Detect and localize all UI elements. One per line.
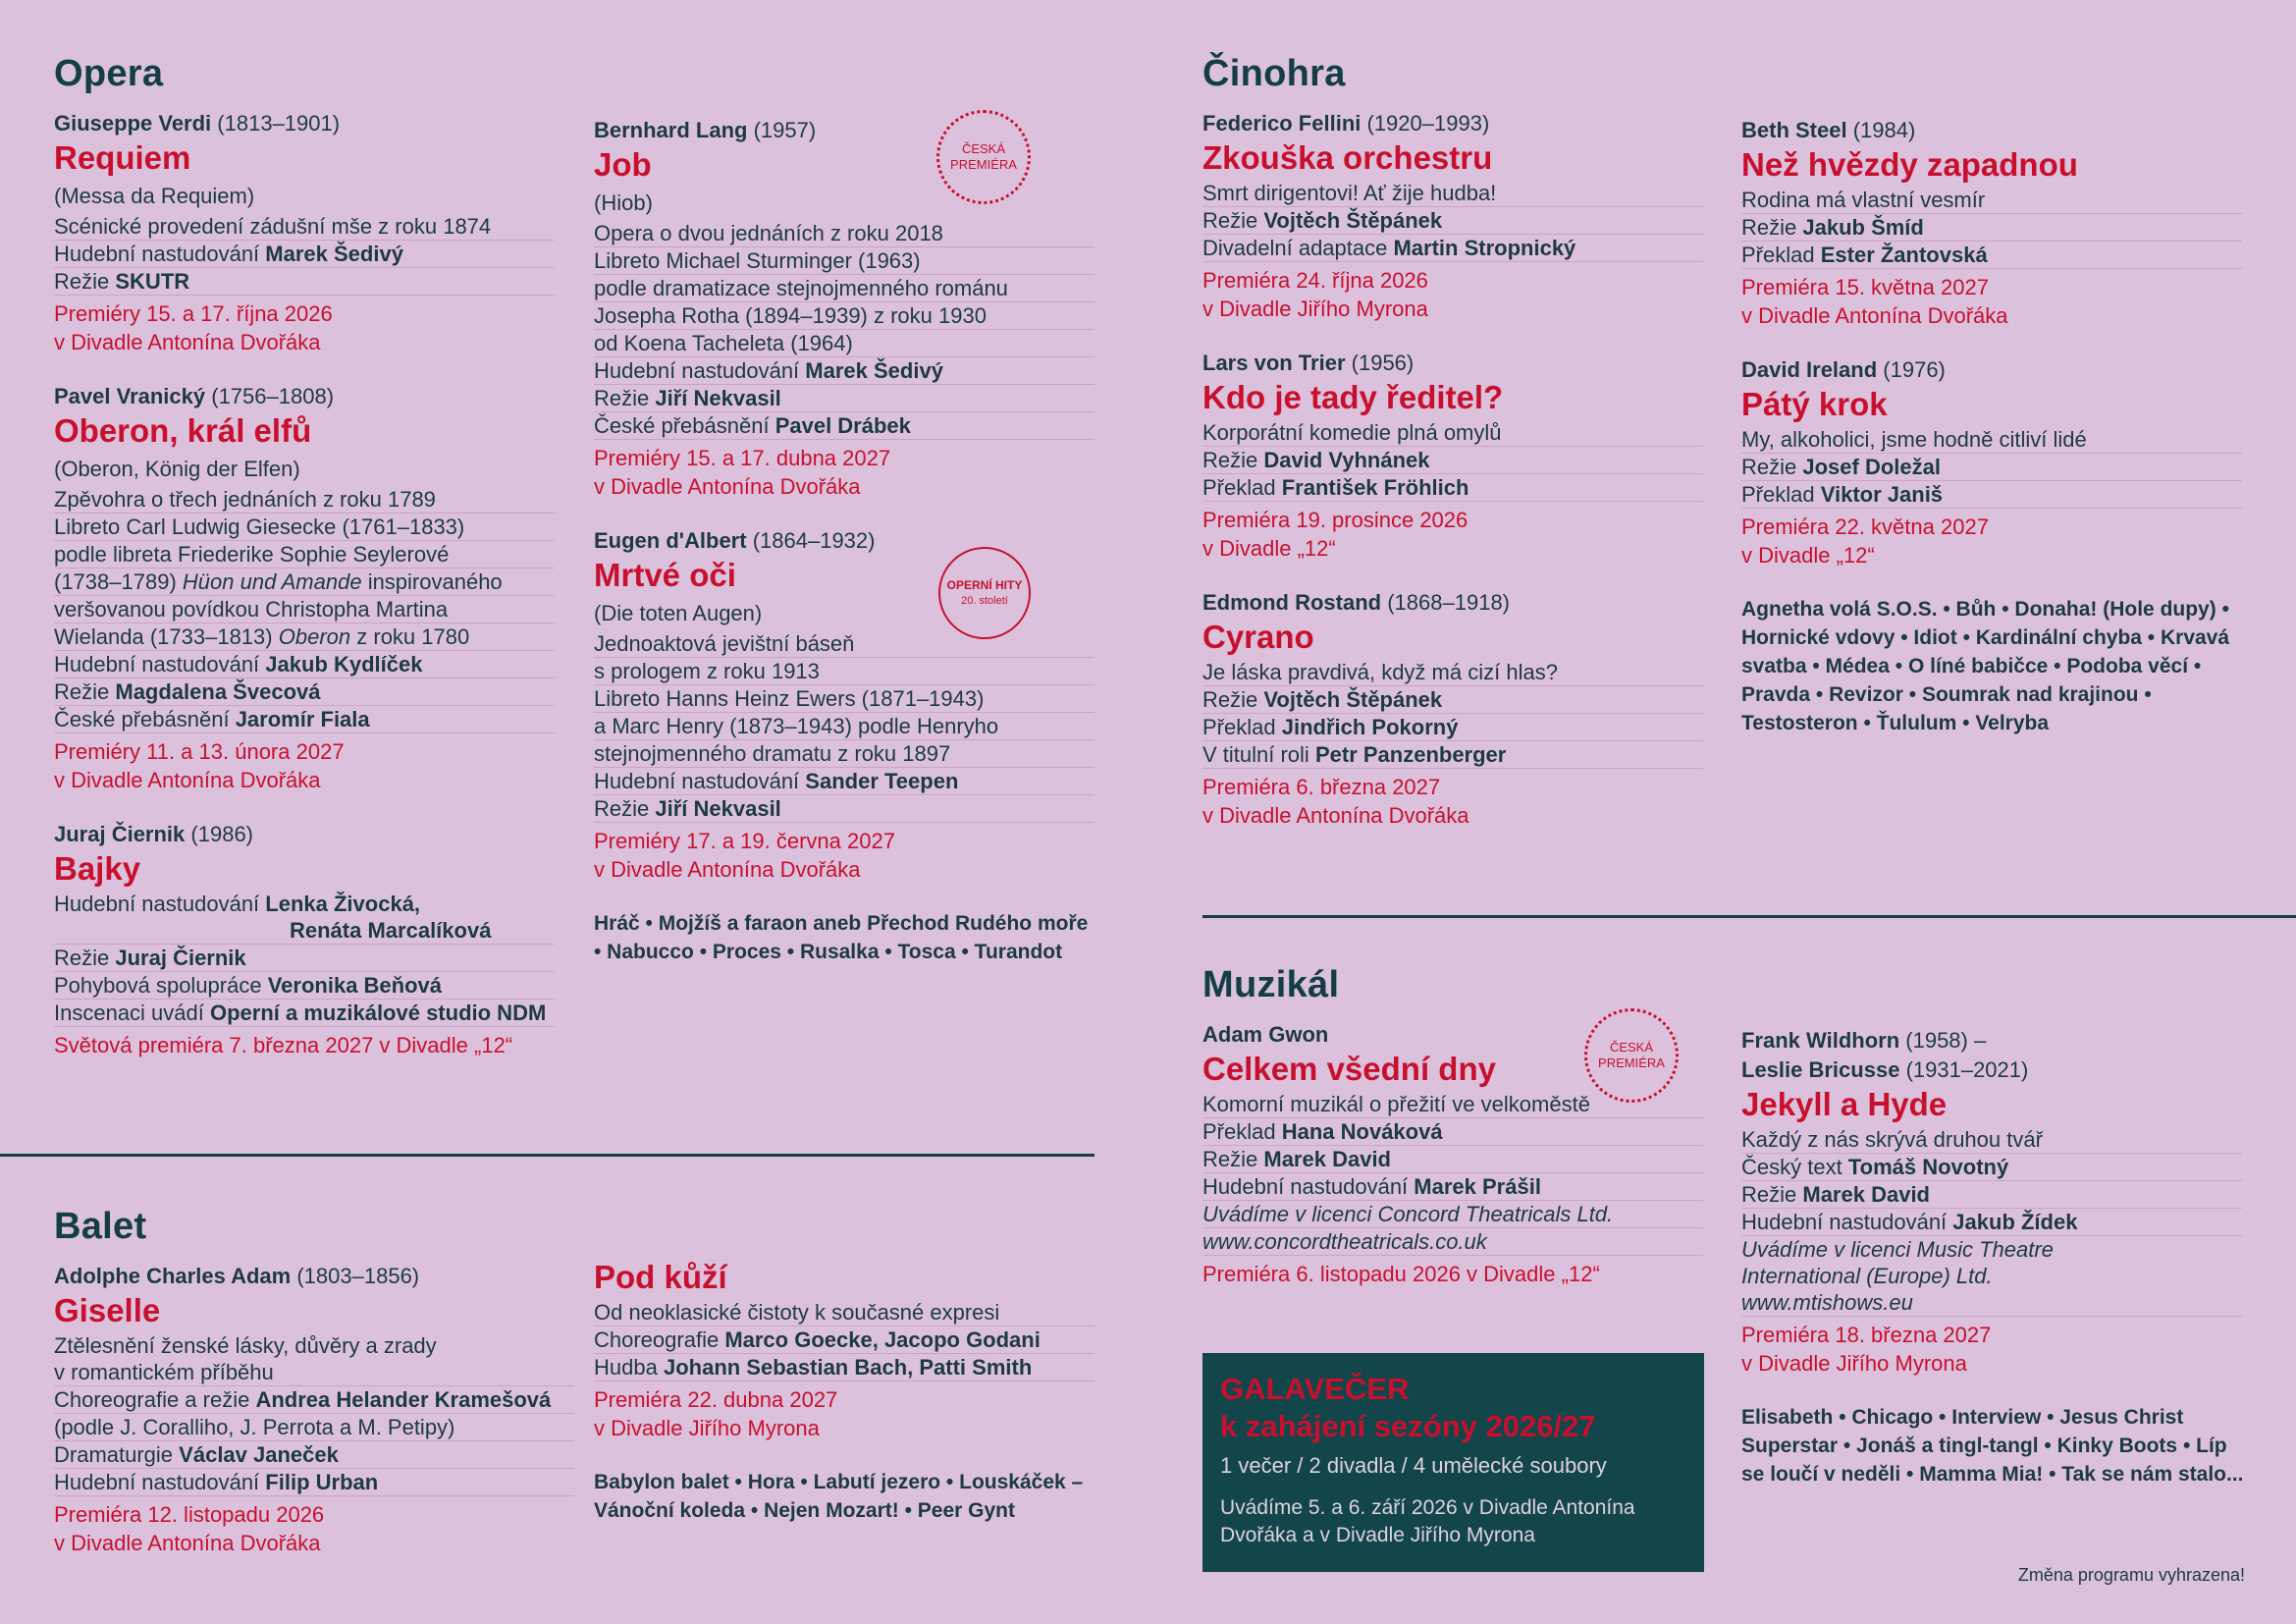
work-title: Než hvězdy zapadnou	[1741, 146, 2078, 183]
premiere-date: Premiéra 6. března 2027	[1202, 775, 1441, 799]
work-jekyll-a-hyde: Frank Wildhorn (1958) – Leslie Bricusse (1931–2021) Jekyll a Hyde Každý z nás skrývá druhou tvář Český text Tomáš Novotný Režie Marek David Hudební nastudování Jakub Žídek Uvádíme v licenci Music Theatre International (Europe) Ltd. www.mtishows.eu Premiéra 18. března 2027 v Divadle Jiřího Myrona	[1741, 1026, 2242, 1378]
premiere-date: Premiéra 12. listopadu 2026	[54, 1502, 325, 1527]
work-giselle: Adolphe Charles Adam (1803–1856) Giselle Ztělesnění ženské lásky, důvěry a zrady v romantickém příběhu Choreografie a režie Andrea Helander Kramešová (podle J. Coralliho, J. Perrota a M. Petipy) Dramaturgie Václav Janeček Hudební nastudování Filip Urban Premiéra 12. listopadu 2026 v Divadle Antonína Dvořáka	[54, 1262, 574, 1557]
premiere-date: Premiéra 6. listopadu 2026 v Divadle „12“	[1202, 1262, 1600, 1286]
work-title: Pod kůží	[594, 1259, 727, 1295]
work-kdo-je-tady-reditel: Lars von Trier (1956) Kdo je tady ředitel? Korporátní komedie plná omylů Režie David Vyhnánek Překlad František Fröhlich Premiéra 19. prosince 2026 v Divadle „12“	[1202, 349, 1703, 563]
work-bajky: Juraj Čiernik (1986) Bajky Hudební nastudování Lenka Živocká, Renáta Marcalíková Režie Juraj Čiernik Pohybová spolupráce Veronika Beňová Inscenaci uvádí Operní a muzikálové studio NDM Světová premiéra 7. března 2027 v Divadle „12“	[54, 820, 555, 1059]
author-name: Leslie Bricusse	[1741, 1057, 1900, 1082]
work-requiem: Giuseppe Verdi (1813–1901) Requiem (Messa da Requiem) Scénické provedení zádušní mše z roku 1874 Hudební nastudování Marek Šedivý Režie SKUTR Premiéry 15. a 17. října 2026 v Divadle Antonína Dvořáka	[54, 109, 555, 356]
author-name: Federico Fellini	[1202, 111, 1362, 135]
work-title: Kdo je tady ředitel?	[1202, 379, 1504, 415]
work-title: Jekyll a Hyde	[1741, 1086, 1948, 1122]
czech-premiere-stamp-icon: ČESKÁ PREMIÉRA	[1584, 1008, 1679, 1103]
premiere-date: Světová premiéra 7. března 2027 v Divadle „12“	[54, 1033, 513, 1057]
work-nez-hvezdy-zapadnou: Beth Steel (1984) Než hvězdy zapadnou Rodina má vlastní vesmír Režie Jakub Šmíd Překlad Ester Žantovská Premiéra 15. května 2027 v Divadle Antonína Dvořáka	[1741, 116, 2242, 330]
premiere-date: Premiéry 15. a 17. října 2026	[54, 301, 333, 326]
premiere-date: Premiéry 15. a 17. dubna 2027	[594, 446, 891, 470]
gala-title: GALAVEČER	[1220, 1372, 1410, 1406]
work-title: Requiem	[54, 139, 191, 176]
muzikal-repertoire-list: Elisabeth • Chicago • Interview • Jesus Christ Superstar • Jonáš a tingl-tangl • Kinky Boots • Líp se loučí v neděli • Mamma Mia! • Tak se nám stalo...	[1741, 1406, 2244, 1486]
work-title: Celkem všední dny	[1202, 1051, 1496, 1087]
cinohra-repertoire-list: Agnetha volá S.O.S. • Bůh • Donaha! (Hole dupy) • Hornické vdovy • Idiot • Kardinální chyba • Krvavá svatba • Médea • O líné babičce • Podoba věcí • Pravda • Revizor • Soumrak nad krajinou • Testosteron • Ťululum • Velryba	[1741, 598, 2230, 734]
author-name: Beth Steel	[1741, 118, 1847, 142]
balet-repertoire-list: Babylon balet • Hora • Labutí jezero • Louskáček – Vánoční koleda • Nejen Mozart! • Peer Gynt	[594, 1471, 1084, 1522]
author-name: Frank Wildhorn	[1741, 1028, 1900, 1053]
author-name: Adolphe Charles Adam	[54, 1264, 292, 1288]
gala-dates: Uvádíme 5. a 6. září 2026 v Divadle Antonína Dvořáka a v Divadle Jiřího Myrona	[1220, 1496, 1635, 1546]
author-name: Lars von Trier	[1202, 351, 1346, 375]
cinohra-left-column	[1202, 53, 1703, 855]
work-title: Cyrano	[1202, 619, 1314, 655]
gala-subtitle: k zahájení sezóny 2026/27	[1220, 1409, 1596, 1443]
section-title-cinohra: Činohra	[1202, 53, 1346, 94]
section-title-muzikal: Muzikál	[1202, 964, 1340, 1005]
author-name: Edmond Rostand	[1202, 590, 1382, 615]
work-oberon: Pavel Vranický (1756–1808) Oberon, král elfů (Oberon, König der Elfen) Zpěvohra o třech jednáních z roku 1789 Libreto Carl Ludwig Giesecke (1761–1833) podle libreta Friederike Sophie Seylerové (1738–1789) Hüon und Amande inspirovaného veršovanou povídkou Christopha Martina Wielanda (1733–1813) Oberon z roku 1780 Hudební nastudování Jakub Kydlíček Režie Magdalena Švecová České přebásnění Jaromír Fiala Premiéry 11. a 13. února 2027 v Divadle Antonína Dvořáka	[54, 382, 555, 794]
work-mrtve-oci: Eugen d'Albert (1864–1932) Mrtvé oči (Die toten Augen) Jednoaktová jevištní báseň s prologem z roku 1913 Libreto Hanns Heinz Ewers (1871–1943) a Marc Henry (1873–1943) podle Henryho stejnojmenného dramatu z roku 1897 Hudební nastudování Sander Teepen Režie Jiří Nekvasil Premiéry 17. a 19. června 2027 v Divadle Antonína Dvořáka	[594, 526, 1095, 884]
premiere-date: Premiéra 22. května 2027	[1741, 514, 1989, 539]
author-name: Giuseppe Verdi	[54, 111, 212, 135]
work-title: Oberon, král elfů	[54, 412, 312, 449]
work-title: Pátý krok	[1741, 386, 1888, 422]
premiere-date: Premiéra 24. října 2026	[1202, 268, 1428, 293]
opera-left-column	[54, 53, 555, 1085]
work-pod-kuzi: Pod kůží Od neoklasické čistoty k současné expresi Choreografie Marco Goecke, Jacopo Godani Hudba Johann Sebastian Bach, Patti Smith Premiéra 22. dubna 2027 v Divadle Jiřího Myrona	[594, 1258, 1095, 1442]
premiere-date: Premiéra 19. prosince 2026	[1202, 508, 1468, 532]
work-paty-krok: David Ireland (1976) Pátý krok My, alkoholici, jsme hodně citliví lidé Režie Josef Doležal Překlad Viktor Janiš Premiéra 22. května 2027 v Divadle „12“	[1741, 355, 2242, 569]
author-name: Adam Gwon	[1202, 1022, 1329, 1047]
author-name: Bernhard Lang	[594, 118, 748, 142]
work-zkouska-orchestru: Federico Fellini (1920–1993) Zkouška orchestru Smrt dirigentovi! Ať žije hudba! Režie Vojtěch Štěpánek Divadelní adaptace Martin Stropnický Premiéra 24. října 2026 v Divadle Jiřího Myrona	[1202, 109, 1703, 323]
work-title: Bajky	[54, 850, 141, 887]
author-name: Eugen d'Albert	[594, 528, 747, 553]
gala-tagline: 1 večer / 2 divadla / 4 umělecké soubory	[1220, 1453, 1607, 1478]
cinohra-right-column	[1741, 116, 2242, 737]
premiere-date: Premiéry 17. a 19. června 2027	[594, 829, 895, 853]
premiere-date: Premiéra 18. března 2027	[1741, 1323, 1992, 1347]
author-name: David Ireland	[1741, 357, 1878, 382]
opera-hits-stamp-icon: OPERNÍ HITY 20. století	[938, 547, 1031, 639]
muzikal-right-column	[1741, 1026, 2242, 1489]
divider-line	[1202, 915, 2296, 918]
work-celkem-vsedni-dny: Adam Gwon Celkem všední dny Komorní muzikál o přežití ve velkoměstě Překlad Hana Nováková Režie Marek David Hudební nastudování Marek Prášil Uvádíme v licenci Concord Theatricals Ltd. www.concordtheatricals.co.uk Premiéra 6. listopadu 2026 v Divadle „12“	[1202, 1020, 1703, 1288]
program-change-note: Změna programu vyhrazena!	[2017, 1565, 2245, 1585]
section-title-opera: Opera	[54, 53, 164, 94]
work-job: Bernhard Lang (1957) Job (Hiob) Opera o dvou jednáních z roku 2018 Libreto Michael Sturminger (1963) podle dramatizace stejnojmenného románu Josepha Rotha (1894–1939) z roku 1930 od Koena Tacheleta (1964) Hudební nastudování Marek Šedivý Režie Jiří Nekvasil České přebásnění Pavel Drábek Premiéry 15. a 17. dubna 2027 v Divadle Antonína Dvořáka	[594, 116, 1095, 501]
work-title: Mrtvé oči	[594, 557, 736, 593]
work-title: Job	[594, 146, 652, 183]
premiere-date: Premiéry 11. a 13. února 2027	[54, 739, 345, 764]
opera-right-column	[594, 116, 1095, 966]
work-title: Giselle	[54, 1292, 161, 1328]
work-title: Zkouška orchestru	[1202, 139, 1493, 176]
opera-repertoire-list: Hráč • Mojžíš a faraon aneb Přechod Rudého moře • Nabucco • Proces • Rusalka • Tosca • Turandot	[594, 912, 1089, 963]
author-name: Pavel Vranický	[54, 384, 206, 408]
section-title-balet: Balet	[54, 1206, 147, 1247]
divider-line	[0, 1154, 1095, 1157]
balet-right-column	[594, 1258, 1095, 1525]
premiere-date: Premiéra 15. května 2027	[1741, 275, 1989, 299]
premiere-date: Premiéra 22. dubna 2027	[594, 1387, 838, 1412]
gala-evening-box	[1202, 1353, 1704, 1572]
balet-left-column	[54, 1206, 574, 1583]
czech-premiere-stamp-icon: ČESKÁ PREMIÉRA	[936, 110, 1031, 204]
work-cyrano: Edmond Rostand (1868–1918) Cyrano Je láska pravdivá, když má cizí hlas? Režie Vojtěch Štěpánek Překlad Jindřich Pokorný V titulní roli Petr Panzenberger Premiéra 6. března 2027 v Divadle Antonína Dvořáka	[1202, 588, 1703, 830]
author-name: Juraj Čiernik	[54, 822, 186, 846]
